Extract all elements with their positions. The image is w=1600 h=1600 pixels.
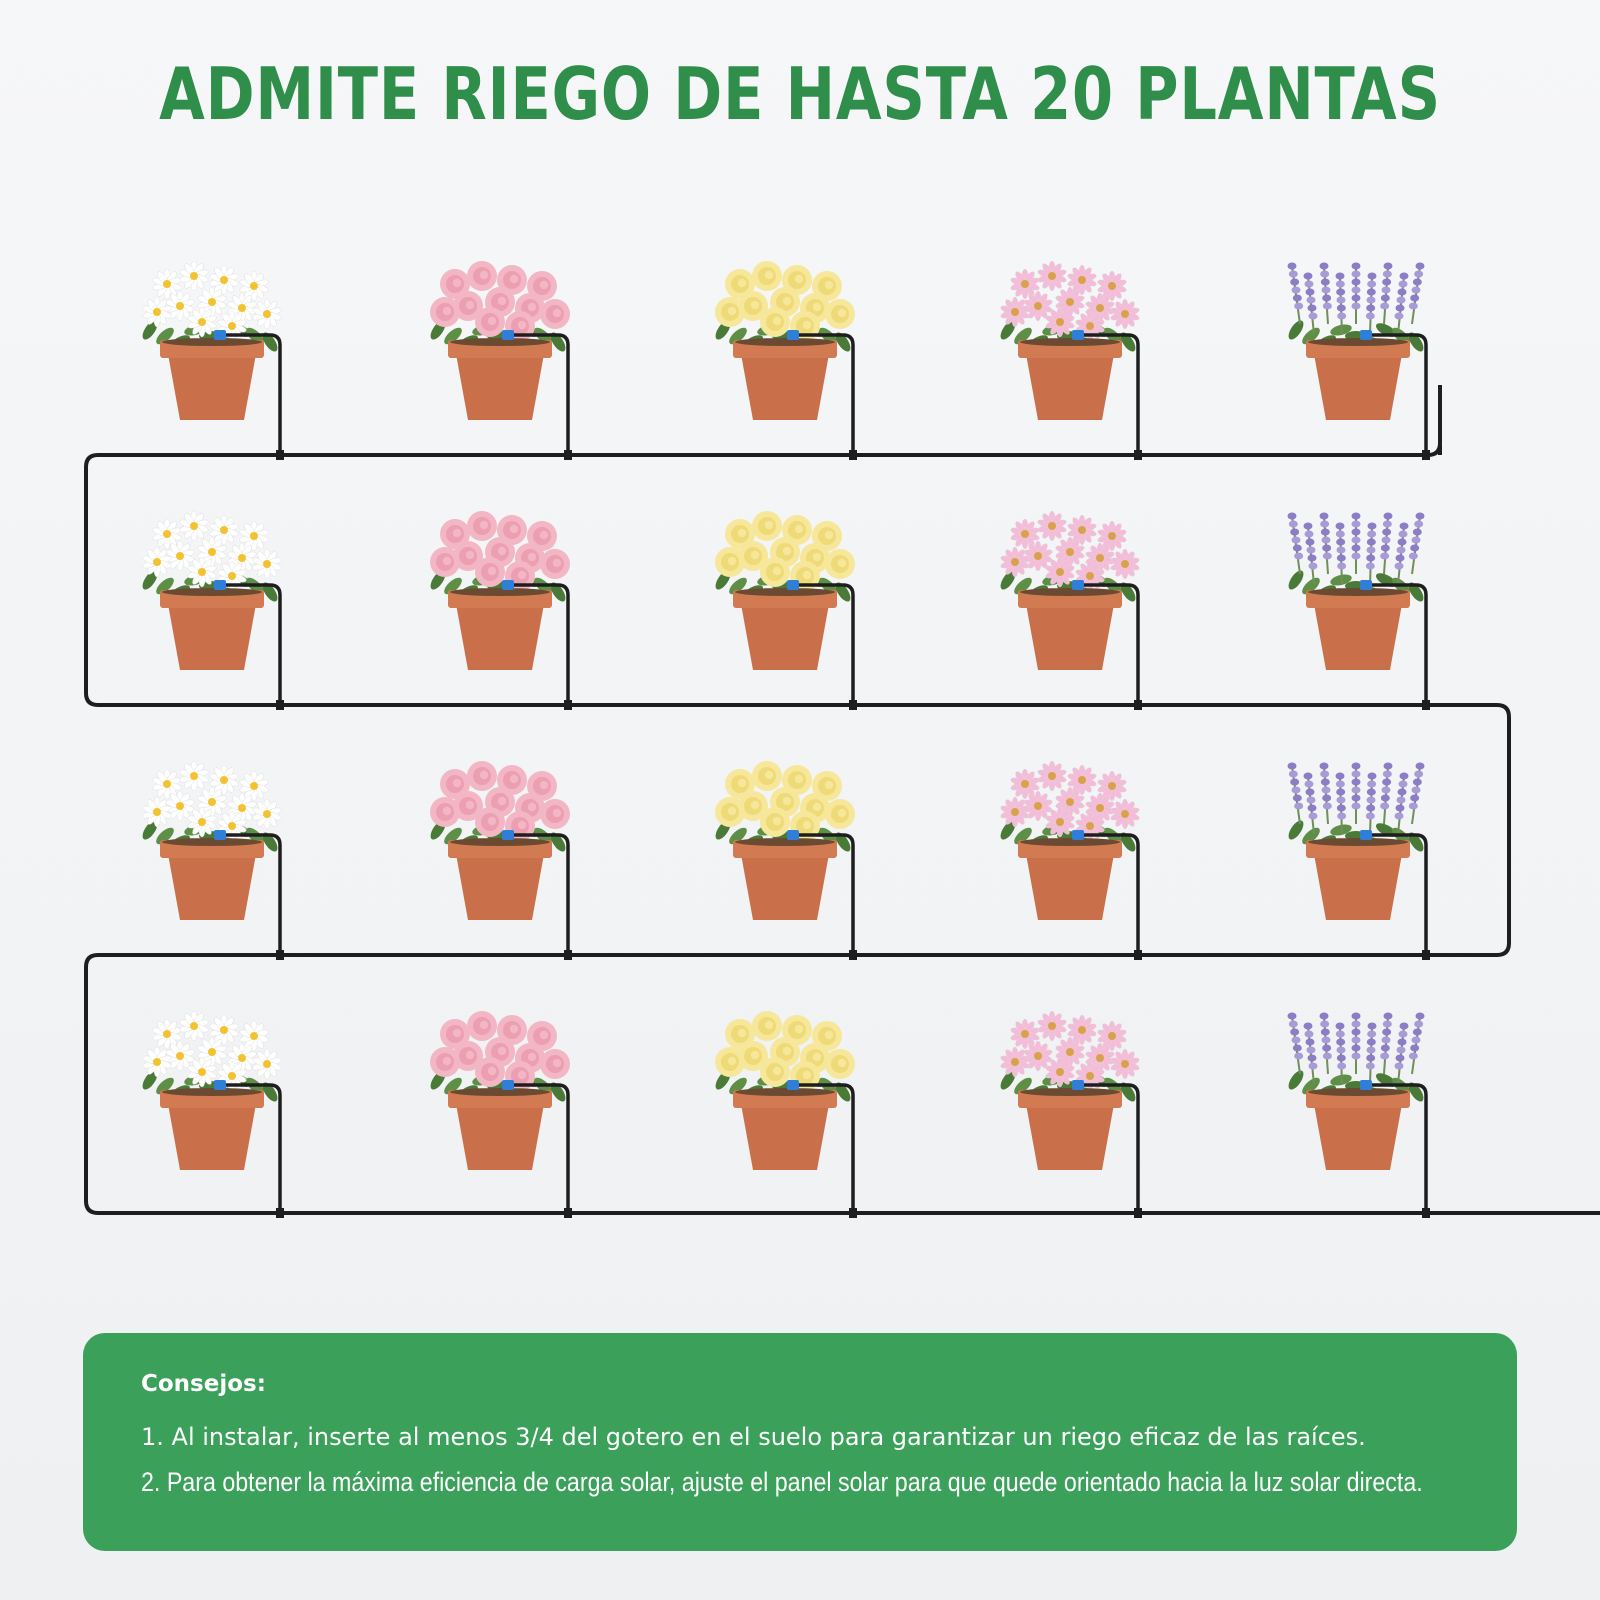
terracotta-pot-icon <box>733 1088 837 1170</box>
terracotta-pot-icon <box>1018 588 1122 670</box>
plant-lavender <box>1286 263 1430 461</box>
plant-pink-daisy <box>998 261 1142 460</box>
plant-lavender <box>1286 763 1430 961</box>
terracotta-pot-icon <box>733 838 837 920</box>
terracotta-pot-icon <box>1018 838 1122 920</box>
pink-daisy-flowers-icon <box>1000 1011 1140 1091</box>
terracotta-pot-icon <box>1018 1088 1122 1170</box>
tips-title: Consejos: <box>141 1371 266 1397</box>
lavender-flowers-icon <box>1288 763 1425 835</box>
terracotta-pot-icon <box>160 838 264 920</box>
pink-daisy-flowers-icon <box>1000 761 1140 841</box>
terracotta-pot-icon <box>448 588 552 670</box>
lavender-flowers-icon <box>1288 263 1425 335</box>
terracotta-pot-icon <box>160 588 264 670</box>
tip-item: 2. Para obtener la máxima eficiencia de carga solar, ajuste el panel solar para que quede orientado hacia la luz solar directa. <box>141 1467 1423 1497</box>
plant-white-daisy <box>140 261 284 460</box>
terracotta-pot-icon <box>1306 838 1410 920</box>
terracotta-pot-icon <box>448 338 552 420</box>
terracotta-pot-icon <box>160 338 264 420</box>
tips-panel <box>83 1333 1517 1551</box>
terracotta-pot-icon <box>1306 1088 1410 1170</box>
plant-yellow-rose <box>713 1011 857 1218</box>
terracotta-pot-icon <box>160 1088 264 1170</box>
plant-yellow-rose <box>713 511 857 710</box>
pink-rose-flowers-icon <box>430 1011 570 1091</box>
terracotta-pot-icon <box>733 588 837 670</box>
pink-rose-flowers-icon <box>430 511 570 591</box>
plant-lavender <box>1286 513 1430 711</box>
pink-daisy-flowers-icon <box>1000 261 1140 341</box>
yellow-rose-flowers-icon <box>715 261 855 341</box>
terracotta-pot-icon <box>1018 338 1122 420</box>
plant-pink-rose <box>428 1011 572 1218</box>
white-daisy-flowers-icon <box>142 511 282 591</box>
plant-grid <box>140 261 1430 1218</box>
yellow-rose-flowers-icon <box>715 761 855 841</box>
terracotta-pot-icon <box>1306 588 1410 670</box>
lavender-flowers-icon <box>1288 513 1425 585</box>
plant-pink-daisy <box>998 1011 1142 1218</box>
plant-pink-daisy <box>998 761 1142 960</box>
white-daisy-flowers-icon <box>142 1011 282 1091</box>
plant-white-daisy <box>140 761 284 960</box>
yellow-rose-flowers-icon <box>715 1011 855 1091</box>
plant-white-daisy <box>140 511 284 710</box>
plant-pink-rose <box>428 511 572 710</box>
terracotta-pot-icon <box>733 338 837 420</box>
plant-pink-daisy <box>998 511 1142 710</box>
lavender-flowers-icon <box>1288 1013 1425 1085</box>
plant-yellow-rose <box>713 761 857 960</box>
pink-rose-flowers-icon <box>430 761 570 841</box>
terracotta-pot-icon <box>1306 338 1410 420</box>
pink-rose-flowers-icon <box>430 261 570 341</box>
yellow-rose-flowers-icon <box>715 511 855 591</box>
tip-item: 1. Al instalar, inserte al menos 3/4 del gotero en el suelo para garantizar un riego eficaz de las raíces. <box>141 1423 1366 1451</box>
terracotta-pot-icon <box>448 838 552 920</box>
plant-yellow-rose <box>713 261 857 460</box>
white-daisy-flowers-icon <box>142 761 282 841</box>
terracotta-pot-icon <box>448 1088 552 1170</box>
white-daisy-flowers-icon <box>142 261 282 341</box>
page-title: ADMITE RIEGO DE HASTA 20 PLANTAS <box>159 52 1441 136</box>
plant-pink-rose <box>428 761 572 960</box>
plant-lavender <box>1286 1013 1430 1219</box>
plant-white-daisy <box>140 1011 284 1218</box>
pink-daisy-flowers-icon <box>1000 511 1140 591</box>
plant-pink-rose <box>428 261 572 460</box>
